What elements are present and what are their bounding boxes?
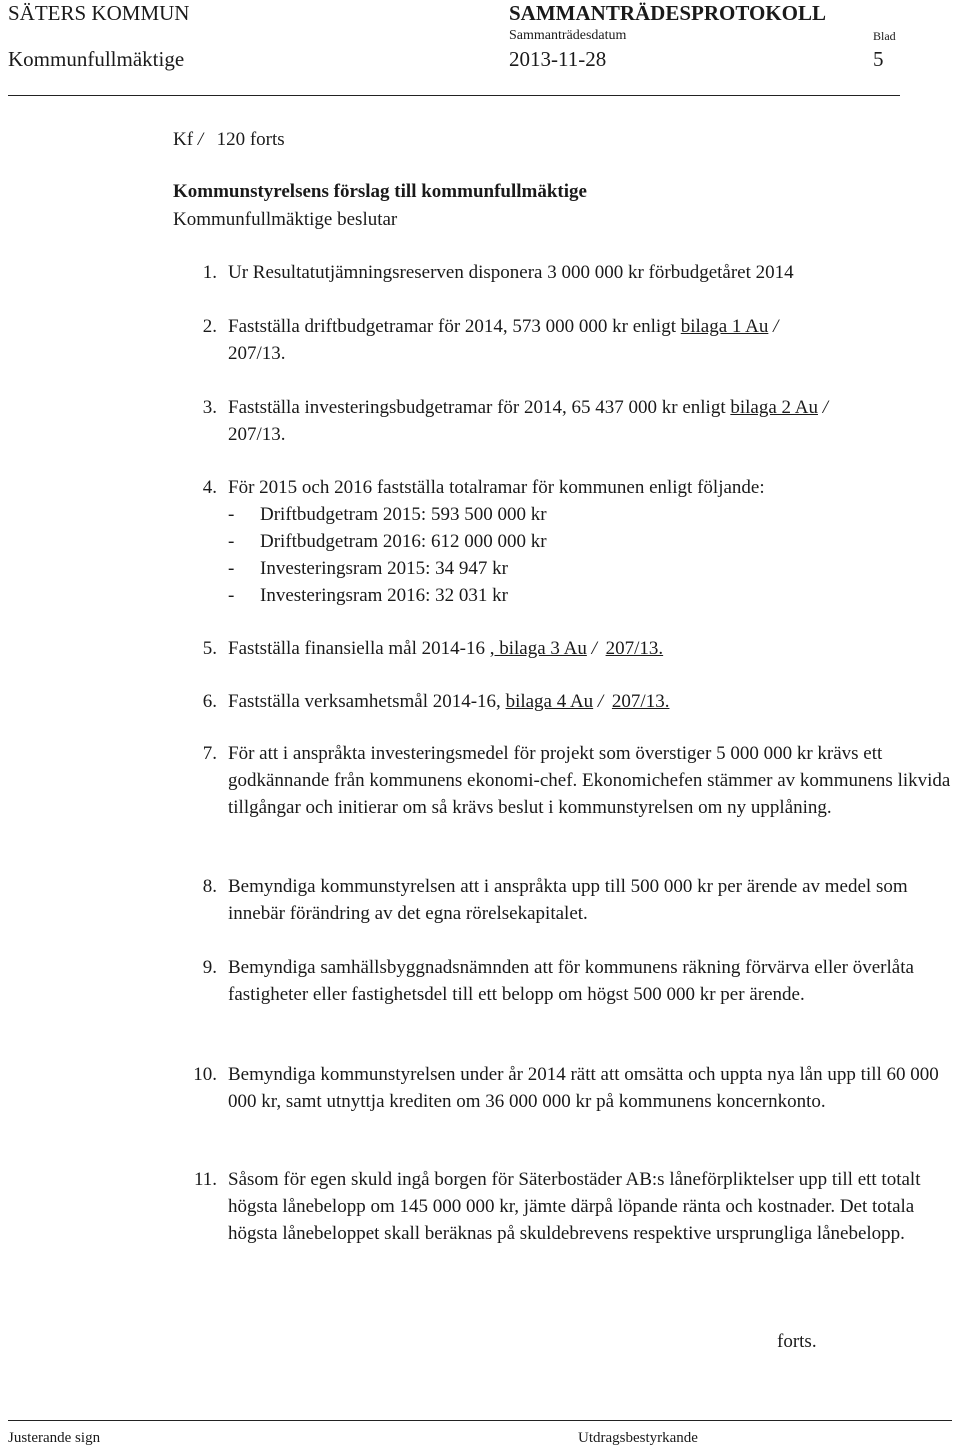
paragraph-mark: / [197,129,204,150]
item-body: För 2015 och 2016 fastställa totalramar för kommunen enligt följande: [228,477,765,498]
attachment-link[interactable]: bilaga 2 Au [730,397,818,418]
footer-divider [8,1420,952,1421]
date-label: Sammanträdesdatum [509,28,627,43]
item-text [228,635,956,662]
item-text [228,474,956,609]
proposal-heading: Kommunstyrelsens förslag till kommunfullmäktige [173,181,587,202]
footer-extract-label: Utdragsbestyrkande [578,1430,698,1446]
item-text [228,313,956,367]
meeting-date: 2013-11-28 [509,47,607,71]
item-number: 1. [202,262,217,283]
item-number: 6. [202,691,217,712]
sub-item: - Driftbudgetram 2016: 612 000 000 kr [228,531,547,552]
sub-item: - Investeringsram 2015: 34 947 kr [228,558,509,579]
decides-line: Kommunfullmäktige beslutar [173,209,398,230]
item-number: 2. [202,316,217,337]
paragraph-reference [173,126,285,153]
kf-prefix: Kf [173,129,194,150]
item-body: Fastställa verksamhetsmål 2014-16, [228,691,506,712]
item-ref: 207/13. [228,424,286,445]
sub-item: - Investeringsram 2016: 32 031 kr [228,585,509,606]
item-body: Fastställa finansiella mål 2014-16 [228,638,490,659]
item-number: 7. [202,743,217,764]
sub-item: - Driftbudgetram 2015: 593 500 000 kr [228,504,547,525]
item-number: 3. [202,397,217,418]
item-number: 4. [202,477,217,498]
item-text [228,688,956,715]
item-text: Bemyndiga kommunstyrelsen under år 2014 rätt att omsätta och uppta nya lån upp till 60 000 000 kr, samt utnyttja krediten om 36 000 000 kr på kommunens koncernkonto. [228,1064,939,1112]
page-number: 5 [873,47,884,71]
item-number: 11. [193,1169,217,1190]
organ-name: Kommunfullmäktige [8,47,185,71]
item-text [228,394,956,448]
item-text: Bemyndiga kommunstyrelsen att i anspråkta upp till 500 000 kr per ärende av medel som innebär förändring av det egna rörelsekapitalet. [228,876,908,924]
continued-note: forts. [777,1331,817,1352]
paragraph-mark: / [591,638,597,659]
attachment-link[interactable]: bilaga 4 Au [505,691,594,712]
item-text: Såsom för egen skuld ingå borgen för Säterbostäder AB:s låneförpliktelser upp till ett totalt högsta lånebelopp om 145 000 000 kr, jämte därpå löpande ränta och kostnader. Det totala högsta lånebeloppet skall beräknas på skuldebrevens respektive ursprungliga lånebelopp. [228,1169,921,1244]
item-body: Fastställa driftbudgetramar för 2014, 573 000 000 kr enligt [228,316,681,337]
item-ref: 207/13. [605,638,664,659]
paragraph-mark: / [773,316,779,337]
header-divider [8,95,900,96]
item-text: Bemyndiga samhällsbyggnadsnämnden att för kommunens räkning förvärva eller överlåta fastigheter eller fastighetsdel till ett belopp om högst 500 000 kr per ärende. [228,957,914,1005]
item-number: 5. [202,638,217,659]
footer-signature-label: Justerande sign [8,1430,101,1446]
item-body: Fastställa investeringsbudgetramar för 2014, 65 437 000 kr enligt [228,397,731,418]
municipality-name: SÄTERS KOMMUN [8,1,190,25]
item-ref: 207/13. [611,691,670,712]
document-type: SAMMANTRÄDESPROTOKOLL [509,1,826,25]
item-ref: 207/13. [228,343,286,364]
item-number: 10. [193,1064,217,1085]
paragraph-mark: / [597,691,604,712]
attachment-link[interactable]: , bilaga 3 Au [489,638,587,659]
paragraph-mark: / [822,397,828,418]
kf-rest: 120 forts [216,129,285,150]
attachment-link[interactable]: bilaga 1 Au [680,316,769,337]
item-number: 9. [202,957,217,978]
page-label: Blad [873,29,896,43]
item-number: 8. [202,876,217,897]
item-text: Ur Resultatutjämningsreserven disponera 3 000 000 kr förbudgetåret 2014 [228,262,794,283]
item-text: För att i anspråkta investeringsmedel för projekt som överstiger 5 000 000 kr krävs ett godkännande från kommunens ekonomi-chef. Ekonomichefen stämmer av kommunens likvida tillgångar och initierar om så krävs beslut i kommunstyrelsen om ny upplåning. [228,743,951,818]
